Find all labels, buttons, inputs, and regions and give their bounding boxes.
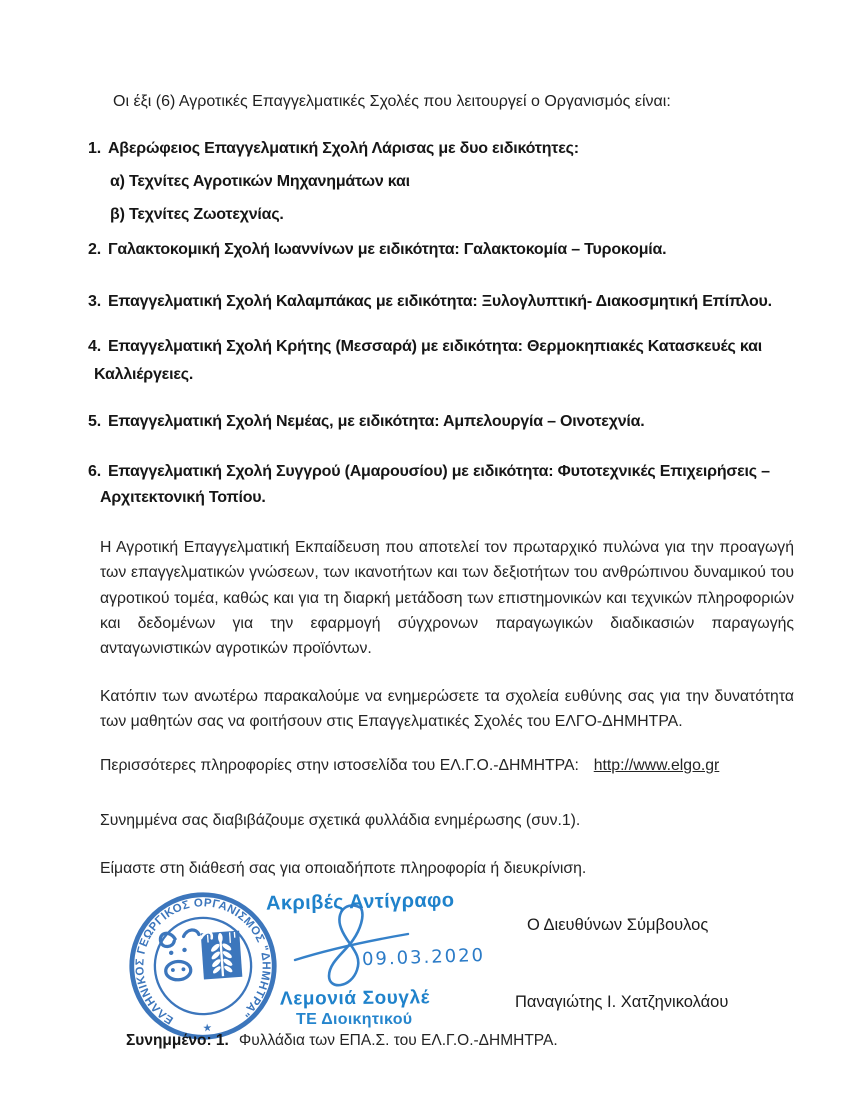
school-item-4-number: 4. — [88, 338, 101, 355]
school-item-3-text: Επαγγελματική Σχολή Καλαμπάκας με ειδικότητα: Ξυλογλυπτική- Διακοσμητική Επίπλου. — [107, 293, 772, 310]
seal-star-icon: ★ — [202, 1021, 213, 1035]
website-link[interactable]: http://www.elgo.gr — [593, 757, 720, 774]
wheat-ear-icon — [201, 930, 243, 979]
paragraph-request: Κατόπιν των ανωτέρω παρακαλούμε να ενημερώσετε τα σχολεία ευθύνης σας για την δυνατότητα των μαθητών σας να φοιτήσουν στις Επαγγελματικές Σχολές του ΕΛΓΟ-ΔΗΜΗΤΡΑ. — [100, 688, 794, 731]
signature-date: 09.03.2020 — [361, 944, 486, 971]
school-item-3-number: 3. — [88, 293, 101, 310]
director-title: Ο Διευθύνων Σύμβουλος — [527, 916, 709, 934]
school-item-2-text: Γαλακτοκομική Σχολή Ιωαννίνων με ειδικότητα: Γαλακτοκομία – Τυροκομία. — [107, 241, 667, 258]
organization-seal — [121, 884, 285, 1048]
paragraph-attachments: Συνημμένα σας διαβιβάζουμε σχετικά φυλλάδια ενημέρωσης (συν.1). — [100, 812, 581, 829]
school-item-4 — [88, 338, 762, 356]
school-item-6-number: 6. — [88, 463, 101, 480]
school-item-3 — [88, 293, 772, 311]
school-item-2-number: 2. — [88, 241, 101, 258]
school-item-1-number: 1. — [88, 140, 101, 157]
school-item-1-text: Αβερώφειος Επαγγελματική Σχολή Λάρισας με δυο ειδικότητες: — [107, 140, 579, 157]
paragraph-more-info — [100, 757, 719, 775]
certifier-name: Λεμονιά Σουγλέ — [279, 987, 430, 1010]
school-item-6 — [88, 463, 770, 481]
more-info-text: Περισσότερες πληροφορίες στην ιστοσελίδα του ΕΛ.Γ.Ο.-ΔΗΜΗΤΡΑ: — [100, 757, 579, 774]
school-item-2 — [88, 241, 666, 259]
attachment-note-text: Φυλλάδια των ΕΠΑ.Σ. του ΕΛ.Γ.Ο.-ΔΗΜΗΤΡΑ. — [238, 1032, 558, 1049]
school-item-1-specialty-a: α) Τεχνίτες Αγροτικών Μηχανημάτων και — [110, 173, 410, 190]
school-item-6-text: Επαγγελματική Σχολή Συγγρού (Αμαρουσίου) με ειδικότητα: Φυτοτεχνικές Επιχειρήσεις – — [107, 463, 770, 480]
director-name: Παναγιώτης Ι. Χατζηνικολάου — [515, 993, 729, 1011]
certified-copy-title: Ακριβές Αντίγραφο — [265, 889, 455, 915]
school-item-1 — [88, 140, 579, 158]
school-item-1-specialty-b: β) Τεχνίτες Ζωοτεχνίας. — [110, 206, 284, 223]
paragraph-education: Η Αγροτική Επαγγελματική Εκπαίδευση που αποτελεί τον πρωταρχικό πυλώνα για την προαγωγή των επαγγελματικών γνώσεων, των ικανοτήτων και των δεξιοτήτων του ανθρώπινου δυναμικού του αγροτικού τομέα, καθώς και για τη διαρκή μετάδοση των επιστημονικών και τεχνικών πληροφοριών και δεδομένων για την εφαρμογή σύγχρονων παραγωγικών διαδικασιών παραγωγής ανταγωνιστικών αγροτικών προϊόντων. — [100, 539, 794, 658]
school-item-6-text-line2: Αρχιτεκτονική Τοπίου. — [100, 489, 266, 506]
school-item-5-text: Επαγγελματική Σχολή Νεμέας, με ειδικότητα: Αμπελουργία – Οινοτεχνία. — [107, 413, 645, 430]
school-item-5-number: 5. — [88, 413, 101, 430]
attachment-note — [126, 1032, 558, 1050]
bull-head-icon — [160, 930, 202, 981]
school-item-4-text-line2: Καλλιέργειες. — [94, 366, 194, 383]
seal-ring-text: ΕΛΛΗΝΙΚΟΣ ΓΕΩΡΓΙΚΟΣ ΟΡΓΑΝΙΣΜΟΣ "ΔΗΜΗΤΡΑ" — [134, 897, 272, 1026]
school-item-4-text: Επαγγελματική Σχολή Κρήτης (Μεσσαρά) με ειδικότητα: Θερμοκηπιακές Κατασκευές και — [107, 338, 762, 355]
intro-text: Οι έξι (6) Αγροτικές Επαγγελματικές Σχολές που λειτουργεί ο Οργανισμός είναι: — [113, 93, 671, 110]
attachment-note-label: Συνημμένο: 1. — [126, 1032, 229, 1049]
school-item-5 — [88, 413, 645, 431]
paragraph-availability: Είμαστε στη διάθεσή σας για οποιαδήποτε πληροφορία ή διευκρίνιση. — [100, 860, 587, 877]
certifier-role: ΤΕ Διοικητικού — [296, 1011, 413, 1028]
